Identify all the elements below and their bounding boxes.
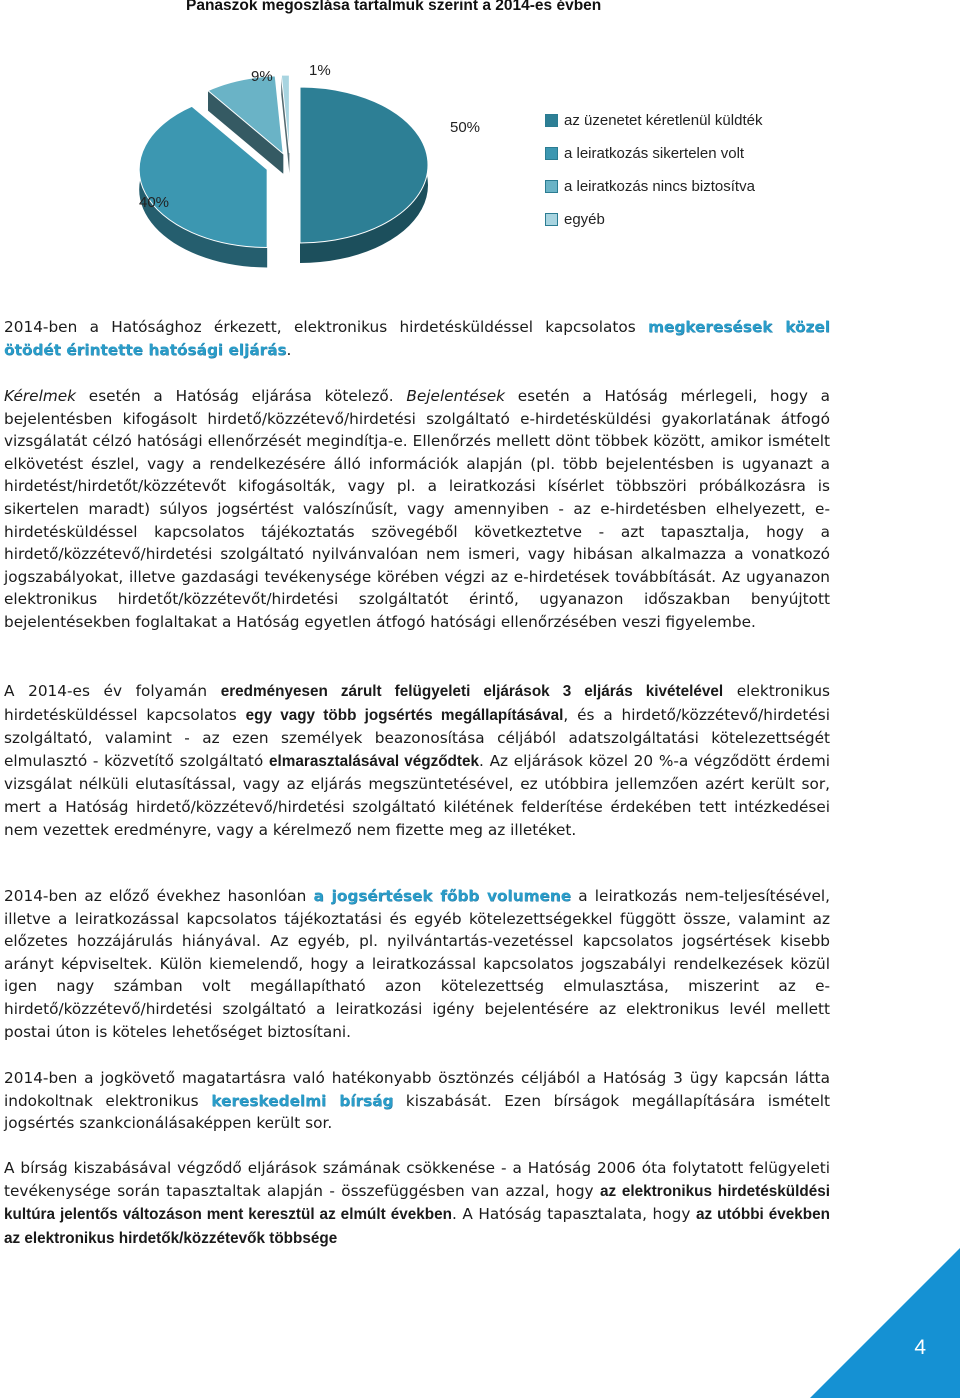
text-run: 2014-ben a Hatósághoz érkezett, elektronikus hirdetésküldéssel kapcsolatos [4, 318, 648, 336]
text-run: 2014-ben a jogkövető magatartásra való hatékonyabb ösztönzés céljából a Hatóság 3 ügy kapcsán látta indokoltnak elektronikus [4, 1069, 830, 1110]
legend-item [545, 203, 762, 236]
bold-text: az utóbbi években az elektronikus hirdetők/közzétevők többsége [4, 1206, 830, 1247]
slice-label-40: 40% [139, 194, 170, 211]
page-corner-decoration [810, 1248, 960, 1398]
highlight-text: megkeresések közel ötödét érintette hatósági eljárás [4, 318, 830, 359]
legend-label: a leiratkozás sikertelen volt [564, 145, 745, 162]
paragraph-intro [4, 316, 830, 361]
italic-text: Bejelentések [406, 387, 505, 405]
legend-label: az üzenetet kéretlenül küldték [564, 112, 763, 129]
chart-title: Panaszok megoszlása tartalmuk szerint a 2014-es évben [186, 0, 602, 14]
text-run: elektronikus hirdetésküldéssel kapcsolatos [4, 682, 830, 724]
paragraph-fines [4, 1067, 830, 1135]
legend-label: a leiratkozás nincs biztosítva [564, 178, 755, 195]
text-run: A 2014-es év folyamán [4, 682, 221, 700]
legend-swatch [545, 114, 558, 127]
text-run: A bírság kiszabásával végződő eljárások számának csökkenése - a Hatóság 2006 óta folytatott felügyeleti tevékenysége során tapasztaltak alapján - összefüggésben van azzal, hogy [4, 1159, 830, 1200]
paragraph-violations [4, 885, 830, 1043]
legend-swatch [545, 180, 558, 193]
bold-text: egy vagy több jogsértés megállapításával [245, 706, 564, 724]
paragraph-procedure [4, 385, 830, 634]
legend-item [545, 104, 762, 137]
chart-legend [545, 104, 762, 236]
text-run: esetén a Hatóság eljárása kötelező. [76, 387, 407, 405]
legend-swatch [545, 213, 558, 226]
legend-label: egyéb [564, 211, 605, 228]
bold-text: elmarasztalásával végződtek [269, 752, 480, 770]
bold-text: az elektronikus hirdetésküldési kultúra jelentős változáson ment keresztül az elmúlt években [4, 1182, 830, 1224]
paragraph-results [4, 680, 830, 841]
text-run: esetén a Hatóság mérlegeli, hogy a bejelentésben kifogásolt hirdető/közzétevő/hirdetési szolgáltató e-hirdetésküldési gyakorlatának átfogó vizsgálatát célzó hatósági ellenőrzését megindítja-e. Ellenőrzés mellett dönt többek között, amikor ismételt elkövetést észlel, vagy a rendelkezésére álló információk alapján (pl. több bejelentésben is ugyanazt a hirdetést/hirdetőt/közzétevőt kifogásolták, vagy pl. a leiratkozási kísérlet többszöri próbálkozásra is sikertelen maradt) súlyos jogsértést valószínűsít, vagy amennyiben - az e-hirdetésben elhelyezett, e-hirdetésküldéssel kapcsolatos tájékoztatás szövegéből következtetve - azt tapasztalja, hogy a hirdető/közzétevő/hirdetési szolgáltató nyilvánvalóan nem ismeri, vagy hibásan alkalmazza a vonatkozó jogszabályokat, illetve gazdasági tevékenysége körében végzi az e-hirdetések továbbítását. Az ugyanazon elektronikus hirdetőt/közzétevőt/hirdetési szolgáltatót érintő, ugyanazon időszakban benyújtott bejelentésekben foglaltakat a Hatóság egyetlen átfogó hatósági ellenőrzésében veszi figyelembe. [4, 387, 831, 631]
bold-text: eredményesen zárult felügyeleti eljárások 3 eljárás kivételével [220, 683, 724, 700]
legend-swatch [545, 147, 558, 160]
italic-text: Kérelmek [4, 387, 77, 405]
text-run: 2014-ben az előző évekhez hasonlóan [4, 887, 314, 905]
legend-item [545, 137, 762, 170]
slice-label-9: 9% [251, 68, 273, 85]
text-run: . A Hatóság tapasztalata, hogy [451, 1205, 696, 1224]
highlight-text: kereskedelmi bírság [211, 1091, 394, 1110]
text-run: a leiratkozás nem-teljesítésével, illetve a leiratkozással kapcsolatos tájékoztatási és egyéb kötelezettségekkel függött össze, valamint az előzetes hozzájárulás hiányával. Az egyéb, pl. nyilvántartás-vezetéssel kapcsolatos jogsértések kisebb arányt képviseltek. Külön kiemelendő, hogy a leiratkozással kapcsolatos jogszabályi rendelkezések közül igen nagy számban volt megállapítható azon kötelezettség elmulasztása, miszerint az e-hirdető/közzétevő/hirdetési szolgáltató a leiratkozási igény bejelentésére az elektronikus levél mellett postai úton is köteles lehetőséget biztosítani. [4, 887, 830, 1041]
text-run: . [286, 340, 292, 359]
paragraph-trend [4, 1157, 830, 1250]
page-number: 4 [914, 1336, 926, 1359]
pie-slice-top [281, 75, 289, 153]
slice-label-50: 50% [450, 119, 481, 136]
text-run: kiszabását. Ezen bírságok megállapítására ismételt jogsértés szankcionálásaképpen került sor. [4, 1091, 830, 1133]
legend-item [545, 170, 762, 203]
slice-label-1: 1% [309, 62, 331, 79]
text-run: , és a hirdető/közzétevő/hirdetési szolgáltató, valamint - az ezen személyek beazonosítása céljából adatszolgáltatási kötelezettségét elmulasztó - közvetítő szolgáltató [4, 705, 830, 770]
text-run: . Az eljárások közel 20 %-a végződött érdemi vizsgálat nélküli elutasítással, vagy az eljárás megszüntetésével, ez utóbbira jellemzően azért került sor, mert a Hatóság hirdető/közzétevő/hirdetési szolgáltató kilétének felderítése érdekében tett intézkedései nem vezettek eredményre, vagy a kérelmező nem fizette meg az illetéket. [4, 751, 830, 839]
highlight-text: a jogsértések főbb volumene [313, 887, 572, 905]
pie-slice [300, 87, 428, 263]
